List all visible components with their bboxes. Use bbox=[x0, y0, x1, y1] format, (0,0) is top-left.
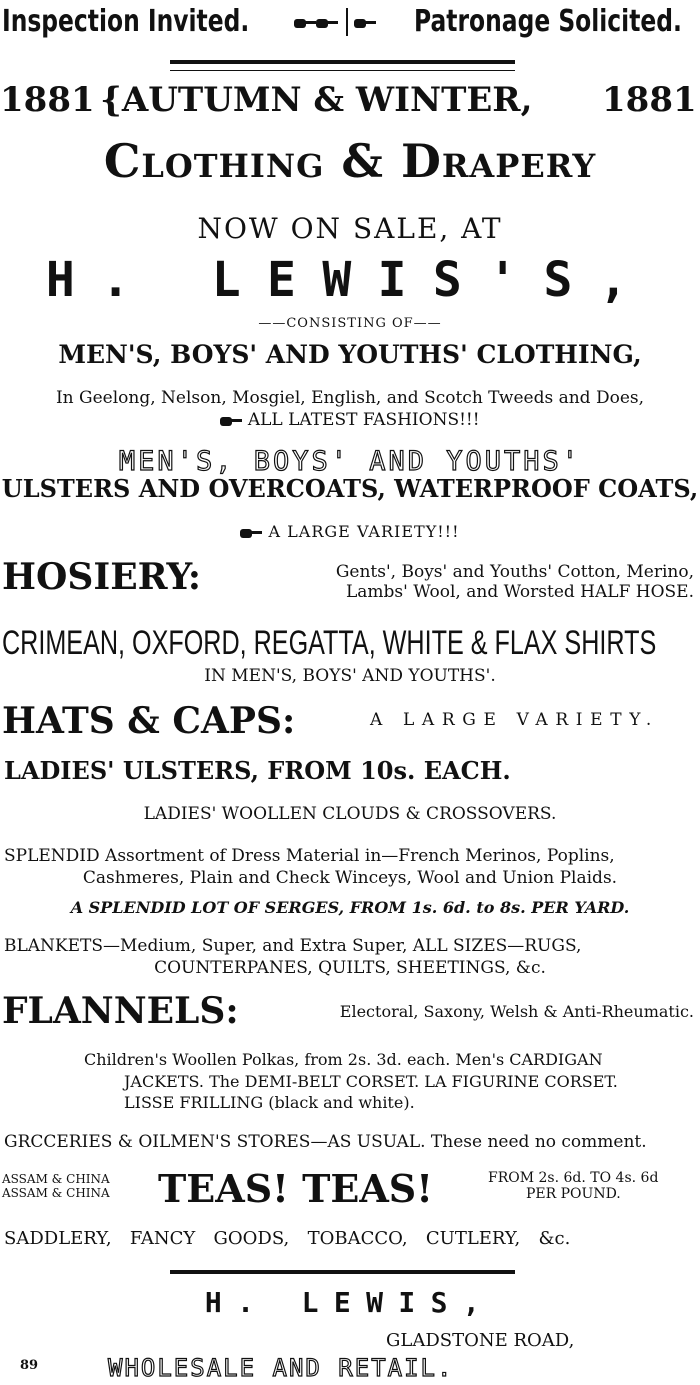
consisting-of: ——CONSISTING OF—— bbox=[258, 316, 442, 331]
hosiery-line-2: Lambs' Wool, and Worsted HALF HOSE. bbox=[345, 582, 694, 602]
pointing-hand-icon bbox=[354, 12, 376, 31]
main-title: Clothing & Drapery bbox=[103, 134, 597, 188]
divider bbox=[346, 8, 348, 36]
hosiery-heading: HOSIERY: bbox=[2, 556, 202, 598]
pointing-hand-icon bbox=[220, 414, 242, 428]
season-row bbox=[0, 80, 700, 124]
flannels-tail: Electoral, Saxony, Welsh & Anti-Rheumatic. bbox=[339, 1002, 694, 1021]
teas-block bbox=[0, 1166, 700, 1214]
saddlery-line: SADDLERY, FANCY GOODS, TOBACCO, CUTLERY, &c. bbox=[4, 1228, 571, 1249]
firm-title: H. LEWIS'S, bbox=[45, 252, 655, 308]
serges-line: A SPLENDID LOT OF SERGES, FROM 1s. 6d. to 8s. PER YARD. bbox=[70, 898, 630, 917]
mens-clothing: MEN'S, BOYS' AND YOUTHS' CLOTHING, bbox=[58, 340, 642, 369]
teas-heading: TEAS! TEAS! bbox=[158, 1166, 433, 1211]
teas-label-2: ASSAM & CHINA bbox=[2, 1186, 110, 1200]
flannels-block bbox=[0, 990, 700, 1038]
variety-line: A LARGE VARIETY!!! bbox=[0, 522, 700, 541]
clouds-line: LADIES' WOOLLEN CLOUDS & CROSSOVERS. bbox=[143, 804, 557, 824]
groceries-line: GRCCERIES & OILMEN'S STORES—AS USUAL. These need no comment. bbox=[4, 1132, 647, 1152]
hands-icon bbox=[294, 12, 338, 31]
page-number: 89 bbox=[20, 1358, 39, 1373]
teas-label-1: ASSAM & CHINA bbox=[2, 1172, 110, 1186]
year-right: 1881 bbox=[602, 80, 697, 120]
year-left: 1881 bbox=[0, 80, 95, 120]
pointing-hand-icon bbox=[240, 526, 262, 540]
season-text: {AUTUMN & WINTER, bbox=[100, 80, 533, 120]
splendid-line-1: SPLENDID Assortment of Dress Material in—French Merinos, Poplins, bbox=[4, 846, 615, 866]
footer-address: GLADSTONE ROAD, bbox=[386, 1330, 575, 1351]
teas-price-1: FROM 2s. 6d. TO 4s. 6d bbox=[488, 1170, 659, 1186]
top-rule-thin bbox=[170, 70, 515, 71]
footer-bottom-row bbox=[0, 1354, 700, 1382]
shirts-line: CRIMEAN, OXFORD, REGATTA, WHITE & FLAX SHIRTS bbox=[2, 624, 657, 662]
header-left: Inspection Invited. bbox=[2, 4, 250, 39]
ladies-ulsters: LADIES' ULSTERS, FROM 10s. EACH. bbox=[4, 756, 511, 785]
polkas-line-3: LISSE FRILLING (black and white). bbox=[124, 1093, 415, 1112]
blankets-line-1: BLANKETS—Medium, Super, and Extra Super, ALL SIZES—RUGS, bbox=[4, 936, 582, 956]
hosiery-block bbox=[0, 556, 700, 606]
hats-tail: A LARGE VARIETY. bbox=[370, 710, 659, 730]
header-right: Patronage Solicited. bbox=[414, 4, 682, 39]
footer-firm: H. LEWIS, bbox=[204, 1286, 496, 1319]
polkas-line-1: Children's Woollen Polkas, from 2s. 3d. each. Men's CARDIGAN bbox=[84, 1050, 603, 1069]
tweeds-line: In Geelong, Nelson, Mosgiel, English, and Scotch Tweeds and Does, bbox=[55, 388, 645, 408]
outline-heading: MEN'S, BOYS' AND YOUTHS' bbox=[118, 446, 582, 477]
blankets-line-2: COUNTERPANES, QUILTS, SHEETINGS, &c. bbox=[154, 958, 546, 978]
hosiery-line-1: Gents', Boys' and Youths' Cotton, Merino, bbox=[335, 562, 694, 582]
flannels-heading: FLANNELS: bbox=[2, 990, 239, 1032]
hats-heading: HATS & CAPS: bbox=[2, 700, 296, 742]
teas-price-2: PER POUND. bbox=[526, 1186, 621, 1202]
splendid-line-2: Cashmeres, Plain and Check Winceys, Wool and Union Plaids. bbox=[82, 868, 618, 888]
hats-block bbox=[0, 700, 700, 748]
footer-trade: WHOLESALE AND RETAIL. bbox=[108, 1354, 454, 1382]
now-on-sale: NOW ON SALE, AT bbox=[197, 212, 503, 245]
fashions-line: ALL LATEST FASHIONS!!! bbox=[0, 410, 700, 430]
polkas-line-2: JACKETS. The DEMI-BELT CORSET. LA FIGURINE CORSET. bbox=[124, 1072, 618, 1091]
coats-line: ULSTERS AND OVERCOATS, WATERPROOF COATS, bbox=[1, 474, 699, 503]
top-rule bbox=[170, 60, 515, 64]
bottom-rule bbox=[170, 1270, 515, 1274]
shirts-sub: IN MEN'S, BOYS' AND YOUTHS'. bbox=[204, 666, 496, 686]
header-row bbox=[0, 4, 700, 38]
